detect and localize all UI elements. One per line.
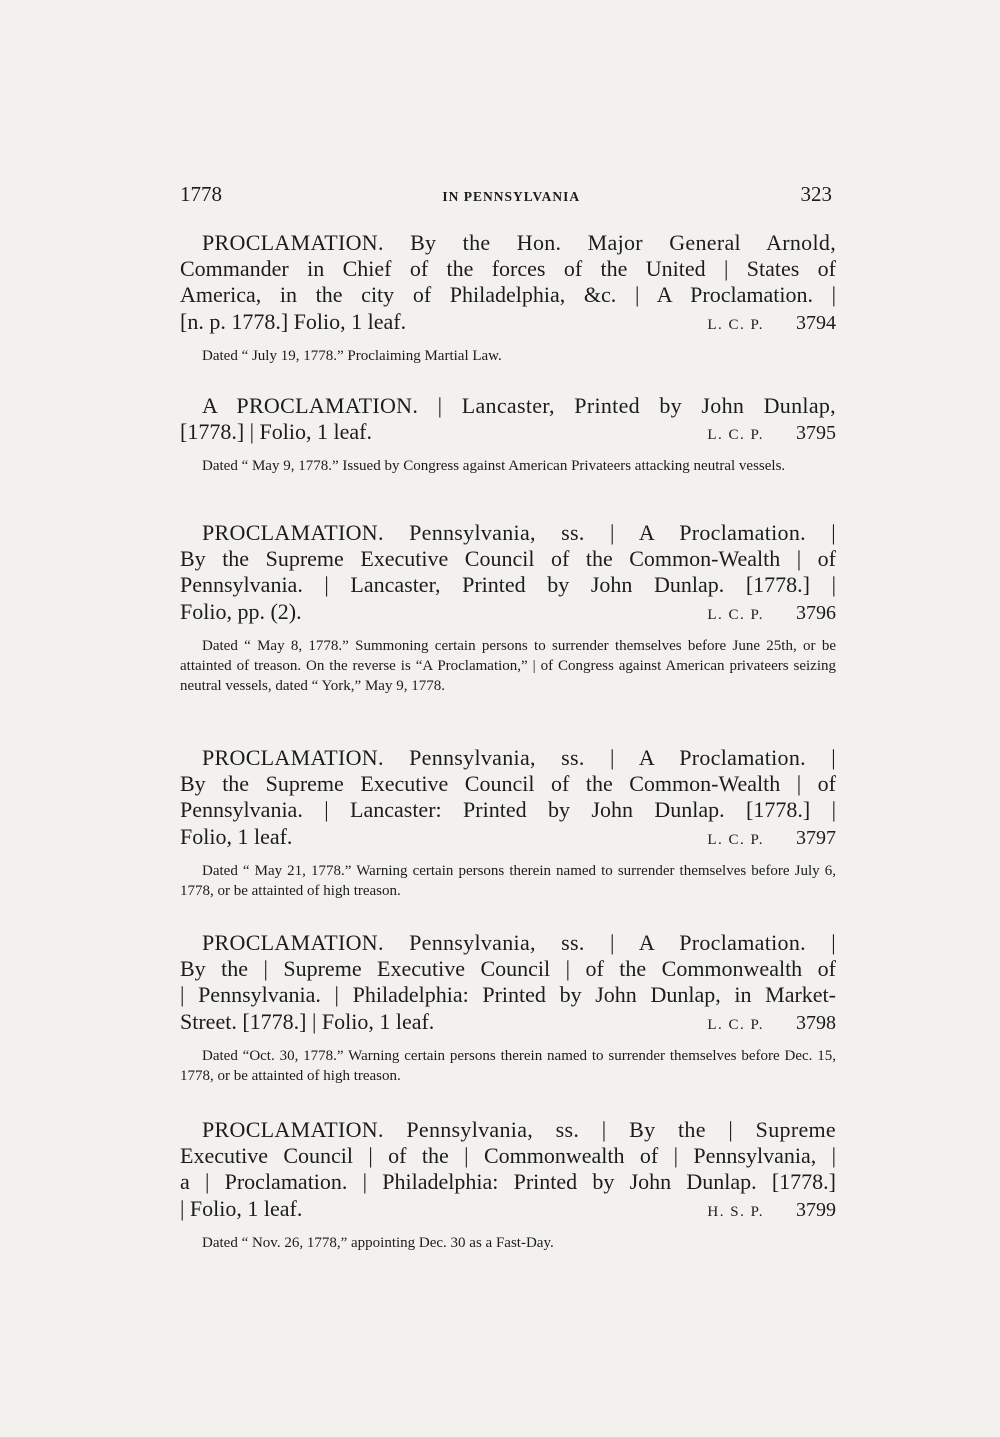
entry-number: 3794 [796, 311, 836, 334]
entry-line: Folio, pp. (2). [180, 598, 302, 624]
entry-note: Dated “Oct. 30, 1778.” Warning certain persons therein named to surrender themselves before Dec. 15, 1778, or be attainted of high treason. [180, 1047, 836, 1084]
entry-note: Dated “ May 21, 1778.” Warning certain persons therein named to surrender themselves before July 6, 1778, or be attainted of high treason. [180, 862, 836, 899]
catalog-entry [180, 1117, 836, 1253]
entry-line: PROCLAMATION. Pennsylvania, ss. | A Proclamation. | [202, 520, 836, 545]
entry-note: Dated “ Nov. 26, 1778,” appointing Dec. 30 as a Fast-Day. [202, 1234, 554, 1251]
entry-title [180, 1117, 836, 1225]
entry-line: PROCLAMATION. Pennsylvania, ss. | By the | Supreme [202, 1117, 836, 1142]
catalog-entry [180, 745, 836, 901]
library-location: H. S. P. [707, 1203, 764, 1220]
entry-number: 3795 [796, 422, 836, 445]
entry-line: By the Supreme Executive Council of the Common-Wealth | of [180, 771, 836, 797]
entry-line: [1778.] | Folio, 1 leaf. [180, 419, 372, 445]
header-page-number: 323 [800, 182, 832, 206]
page-header [180, 182, 832, 207]
catalog-entry [180, 393, 836, 476]
entry-line: Commander in Chief of the forces of the United | States of [180, 256, 836, 282]
header-title: IN PENNSYLVANIA [442, 189, 581, 204]
library-location: L. C. P. [707, 1016, 764, 1033]
library-location: L. C. P. [707, 606, 764, 623]
entry-line: Street. [1778.] | Folio, 1 leaf. [180, 1008, 435, 1034]
library-location: L. C. P. [707, 316, 764, 333]
entry-title [180, 520, 836, 628]
entry-note: Dated “ July 19, 1778.” Proclaiming Martial Law. [202, 347, 502, 364]
entry-line: By the Supreme Executive Council of the Common-Wealth | of [180, 546, 836, 572]
entry-number: 3796 [796, 601, 836, 624]
entry-note: Dated “ May 9, 1778.” Issued by Congress against American Privateers attacking neutral vessels. [202, 458, 786, 475]
entry-title [180, 393, 836, 448]
entry-line: Executive Council | of the | Commonwealth of | Pennsylvania, | [180, 1143, 836, 1169]
entry-line: America, in the city of Philadelphia, &c. | A Proclamation. | [180, 282, 836, 308]
entry-number: 3798 [796, 1011, 836, 1034]
entry-title [180, 230, 836, 338]
entry-line: PROCLAMATION. By the Hon. Major General Arnold, [202, 230, 836, 255]
entry-line: Pennsylvania. | Lancaster, Printed by John Dunlap. [1778.] | [180, 572, 836, 598]
entry-line: PROCLAMATION. Pennsylvania, ss. | A Proclamation. | [202, 930, 836, 955]
library-location: L. C. P. [707, 427, 764, 444]
library-location: L. C. P. [707, 831, 764, 848]
entry-number: 3799 [796, 1198, 836, 1221]
entry-line: A PROCLAMATION. | Lancaster, Printed by John Dunlap, [202, 393, 836, 418]
header-year: 1778 [180, 182, 222, 206]
entry-title [180, 745, 836, 853]
entry-note: Dated “ May 8, 1778.” Summoning certain persons to surrender themselves before June 25th, or be attainted of treason. On the reverse is “A Proclamation,” | of Congress against American privateers seizing neutral vessels, dated “ York,” May 9, 1778. [180, 637, 836, 694]
catalog-entry [180, 230, 836, 366]
entry-line: a | Proclamation. | Philadelphia: Printed by John Dunlap. [1778.] [180, 1169, 836, 1195]
entry-line: Pennsylvania. | Lancaster: Printed by John Dunlap. [1778.] | [180, 797, 836, 823]
entry-line: PROCLAMATION. Pennsylvania, ss. | A Proclamation. | [202, 745, 836, 770]
entry-number: 3797 [796, 826, 836, 849]
catalog-entry [180, 520, 836, 696]
entry-line: Folio, 1 leaf. [180, 823, 293, 849]
catalog-entry [180, 930, 836, 1086]
entry-line: | Pennsylvania. | Philadelphia: Printed by John Dunlap, in Market- [180, 982, 836, 1008]
entry-line: By the | Supreme Executive Council | of the Commonwealth of [180, 956, 836, 982]
entry-line: | Folio, 1 leaf. [180, 1195, 303, 1221]
entry-line: [n. p. 1778.] Folio, 1 leaf. [180, 308, 407, 334]
entry-title [180, 930, 836, 1038]
